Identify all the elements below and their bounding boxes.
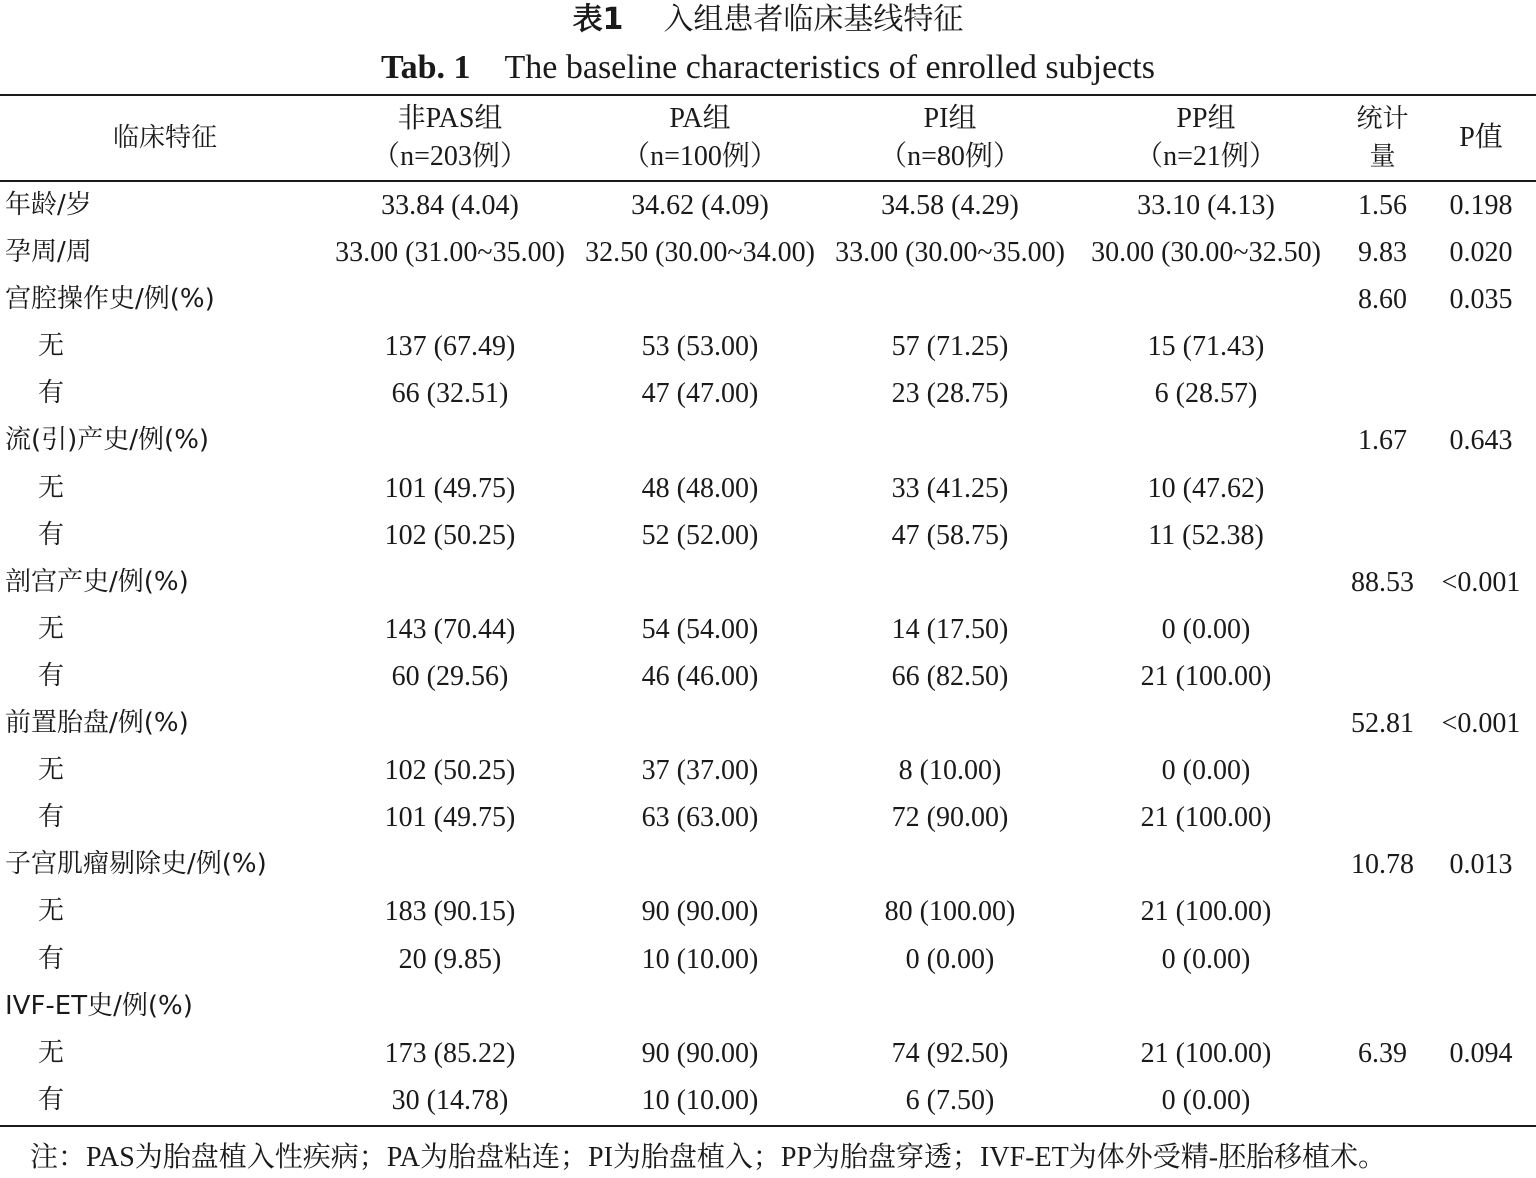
- row-label: 无: [38, 755, 65, 786]
- row-label: 年龄/岁: [5, 190, 92, 220]
- cell-statistic: [1340, 1077, 1425, 1124]
- header-clinical-feature: 临床特征: [112, 123, 217, 153]
- table-row: [0, 417, 1536, 464]
- cell-statistic: [1340, 747, 1425, 794]
- cell-pp: 30.00 (30.00~32.50): [1091, 237, 1321, 269]
- cell-p-value: 0.643: [1449, 425, 1513, 457]
- cell-pp: [1086, 559, 1326, 606]
- cell-pp: 21 (100.00): [1140, 896, 1272, 928]
- cell-non-pas: 173 (85.22): [384, 1037, 516, 1069]
- row-label: 流(引)产史/例(%): [5, 425, 210, 456]
- cell-pa: 10 (10.00): [641, 943, 759, 975]
- cell-p-value: [1428, 653, 1534, 700]
- cell-non-pas: 33.84 (4.04): [381, 190, 519, 221]
- cell-pp: 33.10 (4.13): [1137, 190, 1275, 221]
- table-number-cn: 表1: [572, 2, 624, 37]
- cell-non-pas: [330, 417, 570, 464]
- header-pp-group: PP组 （n=21例）: [1135, 103, 1277, 172]
- cell-p-value: <0.001: [1441, 566, 1521, 598]
- row-label: 有: [38, 802, 65, 833]
- cell-pp: 21 (100.00): [1140, 1037, 1272, 1069]
- cell-pa: 53 (53.00): [641, 331, 759, 363]
- cell-pa: [580, 276, 820, 323]
- cell-pi: [832, 417, 1068, 464]
- cell-statistic: 52.81: [1351, 708, 1414, 740]
- cell-statistic: 10.78: [1351, 849, 1414, 881]
- row-label: 无: [38, 1037, 65, 1068]
- cell-pa: 90 (90.00): [641, 1037, 759, 1069]
- cell-pp: 0 (0.00): [1161, 943, 1251, 975]
- table-row: [0, 1030, 1536, 1077]
- cell-non-pas: 137 (67.49): [384, 331, 516, 363]
- table-number-en: Tab. 1: [381, 49, 471, 86]
- header-statistic: 统计 量: [1356, 104, 1409, 172]
- table-row: [0, 512, 1536, 559]
- table-caption-english: [0, 46, 1536, 90]
- row-label: 前置胎盘/例(%): [5, 708, 189, 739]
- cell-non-pas: 183 (90.15): [384, 896, 516, 928]
- cell-p-value: <0.001: [1441, 708, 1521, 740]
- table-row: [0, 606, 1536, 653]
- cell-non-pas: 143 (70.44): [384, 613, 516, 645]
- table-caption-chinese: [0, 0, 1536, 40]
- cell-statistic: 8.60: [1358, 284, 1407, 316]
- cell-pa: 32.50 (30.00~34.00): [585, 237, 815, 269]
- cell-non-pas: 102 (50.25): [384, 755, 516, 787]
- cell-pp: [1086, 983, 1326, 1030]
- cell-pa: [580, 700, 820, 747]
- cell-pi: [832, 559, 1068, 606]
- cell-p-value: [1428, 888, 1534, 935]
- cell-statistic: 6.39: [1358, 1037, 1407, 1069]
- cell-pa: 52 (52.00): [641, 519, 759, 551]
- row-label: 剖宫产史/例(%): [5, 566, 189, 597]
- cell-p-value: 0.198: [1449, 190, 1513, 221]
- cell-statistic: 1.67: [1358, 425, 1407, 457]
- table-row: [0, 1077, 1536, 1124]
- cell-pi: 23 (28.75): [891, 378, 1009, 410]
- cell-p-value: [1428, 465, 1534, 512]
- cell-p-value: [1428, 794, 1534, 841]
- cell-pi: 57 (71.25): [891, 331, 1009, 363]
- row-label: 无: [38, 896, 65, 927]
- cell-pa: 48 (48.00): [641, 472, 759, 504]
- cell-pp: 21 (100.00): [1140, 660, 1272, 692]
- cell-non-pas: 66 (32.51): [391, 378, 509, 410]
- cell-statistic: [1340, 936, 1425, 983]
- table-row: [0, 559, 1536, 606]
- cell-p-value: [1428, 747, 1534, 794]
- cell-pa: 37 (37.00): [641, 755, 759, 787]
- cell-pi: [832, 983, 1068, 1030]
- cell-pi: 47 (58.75): [891, 519, 1009, 551]
- cell-p-value: 0.035: [1449, 284, 1513, 316]
- table-row: [0, 936, 1536, 983]
- cell-non-pas: 30 (14.78): [391, 1084, 509, 1116]
- table-row: [0, 323, 1536, 370]
- cell-pp: [1086, 700, 1326, 747]
- cell-pp: [1086, 841, 1326, 888]
- row-label: 宫腔操作史/例(%): [5, 284, 215, 315]
- cell-pa: 10 (10.00): [641, 1084, 759, 1116]
- table-title-en: The baseline characteristics of enrolled subjects: [504, 49, 1155, 86]
- cell-statistic: [1340, 370, 1425, 417]
- row-label: 有: [38, 943, 65, 974]
- cell-p-value: [1428, 512, 1534, 559]
- cell-pi: [832, 700, 1068, 747]
- cell-non-pas: [330, 559, 570, 606]
- cell-pp: 0 (0.00): [1161, 613, 1251, 645]
- cell-pa: [580, 983, 820, 1030]
- cell-statistic: [1340, 323, 1425, 370]
- cell-p-value: 0.013: [1449, 849, 1513, 881]
- table-row: [0, 229, 1536, 276]
- cell-pi: 0 (0.00): [905, 943, 995, 975]
- table-row: [0, 794, 1536, 841]
- cell-pa: 47 (47.00): [641, 378, 759, 410]
- table-body: [0, 182, 1536, 1124]
- cell-pp: 21 (100.00): [1140, 802, 1272, 834]
- cell-p-value: [1428, 983, 1534, 1030]
- cell-pp: [1086, 276, 1326, 323]
- row-label: 无: [38, 472, 65, 503]
- cell-pa: 90 (90.00): [641, 896, 759, 928]
- header-pi-group: PI组 （n=80例）: [879, 103, 1021, 172]
- cell-non-pas: 60 (29.56): [391, 660, 509, 692]
- table-row: [0, 182, 1536, 229]
- cell-pa: [580, 841, 820, 888]
- cell-pp: 11 (52.38): [1148, 519, 1264, 551]
- table-row: [0, 370, 1536, 417]
- cell-statistic: 9.83: [1358, 237, 1407, 269]
- cell-pi: [832, 276, 1068, 323]
- cell-non-pas: [330, 276, 570, 323]
- cell-non-pas: [330, 983, 570, 1030]
- cell-p-value: 0.094: [1449, 1037, 1513, 1069]
- header-pa-group: PA组 （n=100例）: [622, 103, 778, 172]
- table-header: [0, 96, 1536, 180]
- cell-pa: [580, 417, 820, 464]
- table-row: [0, 653, 1536, 700]
- cell-pa: 34.62 (4.09): [631, 190, 769, 221]
- row-label: 无: [38, 331, 65, 362]
- cell-non-pas: 101 (49.75): [384, 472, 516, 504]
- cell-pi: 14 (17.50): [891, 613, 1009, 645]
- cell-statistic: [1340, 465, 1425, 512]
- cell-pi: 72 (90.00): [891, 802, 1009, 834]
- row-label: 孕周/周: [5, 237, 92, 268]
- cell-statistic: [1340, 653, 1425, 700]
- cell-p-value: [1428, 606, 1534, 653]
- cell-pp: 10 (47.62): [1147, 472, 1265, 504]
- cell-pa: 54 (54.00): [641, 613, 759, 645]
- table-row: [0, 888, 1536, 935]
- table-row: [0, 276, 1536, 323]
- row-label: 有: [38, 1084, 65, 1115]
- cell-pi: 33 (41.25): [891, 472, 1009, 504]
- cell-statistic: [1340, 983, 1425, 1030]
- row-label: 有: [38, 519, 65, 550]
- cell-statistic: 88.53: [1351, 566, 1414, 598]
- table-row: [0, 465, 1536, 512]
- cell-p-value: 0.020: [1449, 237, 1513, 269]
- cell-pi: 74 (92.50): [891, 1037, 1009, 1069]
- cell-pp: 15 (71.43): [1147, 331, 1265, 363]
- header-p-value: P值: [1459, 122, 1503, 153]
- cell-non-pas: 33.00 (31.00~35.00): [335, 237, 565, 269]
- cell-pi: 33.00 (30.00~35.00): [835, 237, 1065, 269]
- cell-statistic: [1340, 794, 1425, 841]
- cell-non-pas: 20 (9.85): [398, 943, 502, 975]
- cell-pp: 0 (0.00): [1161, 755, 1251, 787]
- row-label: 有: [38, 660, 65, 691]
- cell-pp: 6 (28.57): [1154, 378, 1258, 410]
- cell-pi: 66 (82.50): [891, 660, 1009, 692]
- table-row: [0, 983, 1536, 1030]
- row-label: 子宫肌瘤剔除史/例(%): [5, 849, 267, 880]
- cell-pp: 0 (0.00): [1161, 1084, 1251, 1116]
- table-row: [0, 700, 1536, 747]
- table-footnote: 注：PAS为胎盘植入性疾病；PA为胎盘粘连；PI为胎盘植入；PP为胎盘穿透；IVF-ET为体外受精-胚胎移植术。: [30, 1142, 1387, 1173]
- table-bottom-rule: [0, 1125, 1536, 1127]
- cell-p-value: [1428, 1077, 1534, 1124]
- cell-non-pas: 101 (49.75): [384, 802, 516, 834]
- cell-pi: [832, 841, 1068, 888]
- cell-pa: 46 (46.00): [641, 660, 759, 692]
- row-label: IVF-ET史/例(%): [5, 990, 193, 1021]
- cell-pi: 6 (7.50): [905, 1084, 995, 1116]
- cell-statistic: 1.56: [1358, 190, 1407, 221]
- cell-non-pas: [330, 700, 570, 747]
- cell-statistic: [1340, 606, 1425, 653]
- cell-pa: [580, 559, 820, 606]
- cell-statistic: [1340, 512, 1425, 559]
- row-label: 有: [38, 378, 65, 409]
- cell-pi: 80 (100.00): [884, 896, 1016, 928]
- table-row: [0, 747, 1536, 794]
- cell-pp: [1086, 417, 1326, 464]
- cell-non-pas: [330, 841, 570, 888]
- cell-p-value: [1428, 323, 1534, 370]
- cell-statistic: [1340, 888, 1425, 935]
- header-non-pas-group: 非PAS组 （n=203例）: [372, 103, 528, 172]
- table-row: [0, 841, 1536, 888]
- row-label: 无: [38, 613, 65, 644]
- cell-pi: 8 (10.00): [898, 755, 1002, 787]
- cell-non-pas: 102 (50.25): [384, 519, 516, 551]
- table-title-cn: 入组患者临床基线特征: [663, 2, 964, 37]
- cell-pi: 34.58 (4.29): [881, 190, 1019, 221]
- cell-p-value: [1428, 936, 1534, 983]
- cell-pa: 63 (63.00): [641, 802, 759, 834]
- cell-p-value: [1428, 370, 1534, 417]
